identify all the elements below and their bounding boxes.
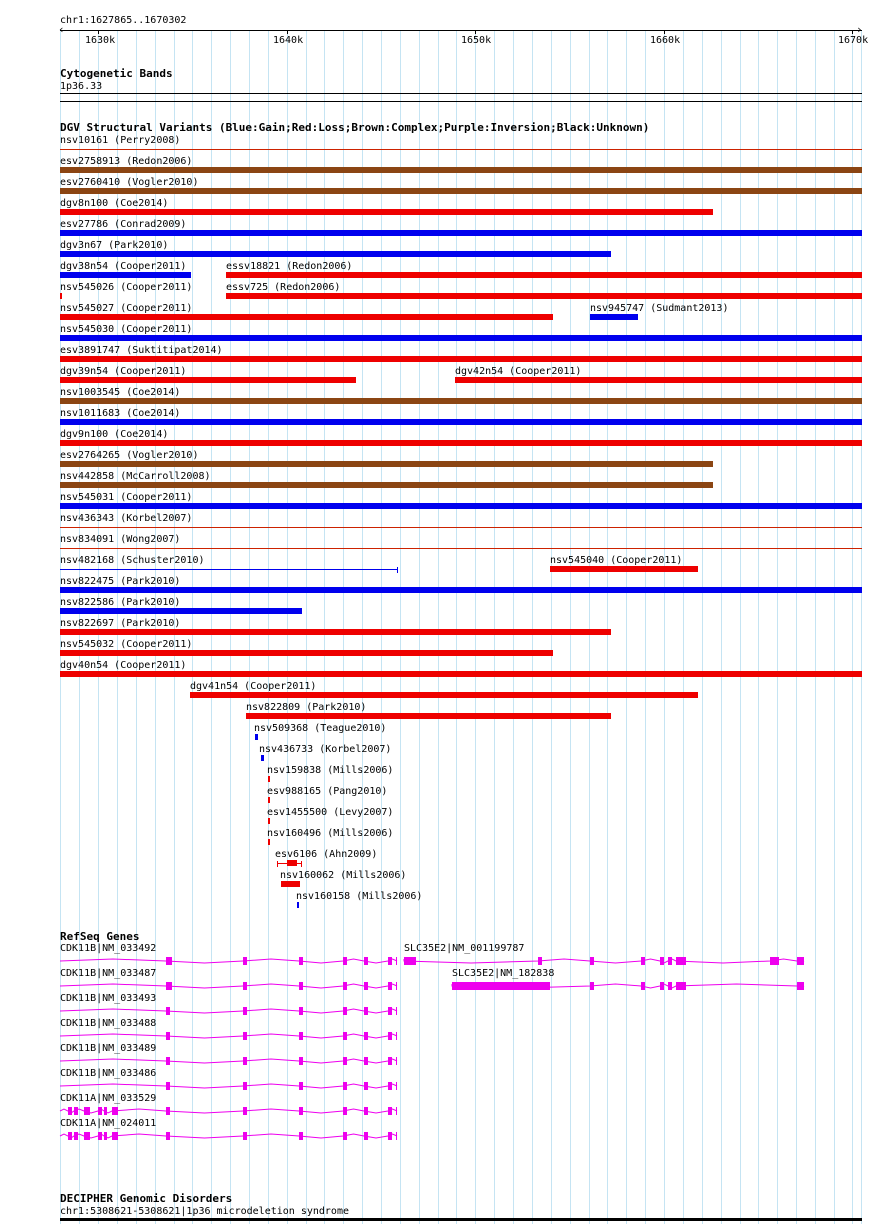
gene-label[interactable]: CDK11B|NM_033486 bbox=[60, 1068, 157, 1079]
gene-exon bbox=[166, 1057, 170, 1065]
variant-label[interactable]: nsv482168 (Schuster2010) bbox=[60, 555, 205, 566]
gene-exon bbox=[166, 1107, 170, 1115]
gene-exon bbox=[364, 1032, 368, 1040]
variant-bar[interactable] bbox=[455, 377, 862, 383]
decipher-feature[interactable] bbox=[60, 1218, 862, 1221]
grid-line bbox=[834, 30, 835, 1224]
variant-bar[interactable] bbox=[268, 776, 270, 782]
ruler-line bbox=[60, 30, 862, 31]
gene-exon bbox=[404, 957, 416, 965]
ruler-tick-label: 1660k bbox=[650, 35, 681, 46]
gene-exon bbox=[74, 1107, 78, 1115]
variant-bar[interactable] bbox=[246, 713, 611, 719]
variant-bar[interactable] bbox=[60, 293, 62, 299]
ruler-tick-label: 1640k bbox=[273, 35, 304, 46]
variant-label[interactable]: nsv545026 (Cooper2011) bbox=[60, 282, 193, 293]
variant-bar[interactable] bbox=[261, 755, 264, 761]
variant-label[interactable]: nsv545031 (Cooper2011) bbox=[60, 492, 193, 503]
variant-end-cap bbox=[301, 861, 302, 867]
ruler-tick bbox=[287, 30, 288, 34]
gene-exon bbox=[112, 1132, 118, 1140]
variant-bar[interactable] bbox=[268, 839, 270, 845]
variant-label[interactable]: dgv39n54 (Cooper2011) bbox=[60, 366, 187, 377]
gene-exon bbox=[98, 1132, 102, 1140]
gene-end-cap bbox=[396, 1132, 397, 1140]
variant-bar[interactable] bbox=[550, 566, 698, 572]
gene-label[interactable]: SLC35E2|NM_001199787 bbox=[404, 943, 525, 954]
variant-bar[interactable] bbox=[268, 818, 270, 824]
variant-label[interactable]: esv2760410 (Vogler2010) bbox=[60, 177, 199, 188]
variant-bar[interactable] bbox=[60, 149, 862, 150]
gene-exon bbox=[74, 1132, 78, 1140]
variant-label[interactable]: nsv160158 (Mills2006) bbox=[296, 891, 423, 902]
variant-bar[interactable] bbox=[60, 482, 713, 488]
gene-exon bbox=[364, 1057, 368, 1065]
variant-label[interactable]: nsv1003545 (Coe2014) bbox=[60, 387, 181, 398]
variant-bar[interactable] bbox=[60, 335, 862, 341]
cytoband-band[interactable] bbox=[60, 93, 862, 94]
gene-exon bbox=[299, 1082, 303, 1090]
gene-exon bbox=[668, 957, 672, 965]
grid-line bbox=[758, 30, 759, 1224]
variant-label[interactable]: nsv442858 (McCarroll2008) bbox=[60, 471, 211, 482]
gene-end-cap bbox=[396, 1057, 397, 1065]
variant-bar[interactable] bbox=[60, 650, 553, 656]
gene-exon bbox=[68, 1132, 72, 1140]
gene-exon bbox=[676, 982, 686, 990]
variant-end-cap bbox=[397, 567, 398, 573]
gene-exon bbox=[364, 1082, 368, 1090]
gene-exon bbox=[388, 1032, 392, 1040]
gene-exon bbox=[166, 1082, 170, 1090]
gene-exon bbox=[299, 1057, 303, 1065]
variant-label[interactable]: dgv41n54 (Cooper2011) bbox=[190, 681, 317, 692]
gene-exon bbox=[299, 1132, 303, 1140]
variant-end-cap bbox=[277, 861, 278, 867]
gene-end-cap bbox=[803, 957, 804, 965]
gene-exon bbox=[660, 982, 664, 990]
variant-bar[interactable] bbox=[60, 440, 862, 446]
gene-label[interactable]: CDK11B|NM_033492 bbox=[60, 943, 157, 954]
variant-bar[interactable] bbox=[60, 629, 611, 635]
gene-exon bbox=[388, 1007, 392, 1015]
variant-bar[interactable] bbox=[226, 272, 862, 278]
ruler-tick bbox=[664, 30, 665, 34]
gene-end-cap bbox=[396, 1107, 397, 1115]
gene-label[interactable]: CDK11B|NM_033493 bbox=[60, 993, 157, 1004]
gene-exon bbox=[343, 1057, 347, 1065]
variant-label[interactable]: nsv10161 (Perry2008) bbox=[60, 135, 181, 146]
variant-label[interactable]: esv3891747 (Suktitipat2014) bbox=[60, 345, 223, 356]
gene-label[interactable]: CDK11B|NM_033487 bbox=[60, 968, 157, 979]
gene-exon bbox=[166, 1032, 170, 1040]
refseq-track-title: RefSeq Genes bbox=[60, 930, 140, 943]
gene-exon bbox=[538, 957, 542, 965]
gene-exon bbox=[299, 1007, 303, 1015]
gene-exon bbox=[388, 1107, 392, 1115]
ruler-tick-label: 1630k bbox=[85, 35, 116, 46]
gene-exon bbox=[676, 957, 686, 965]
variant-bar[interactable] bbox=[60, 230, 862, 236]
gene-exon bbox=[388, 1057, 392, 1065]
variant-label[interactable]: nsv822697 (Park2010) bbox=[60, 618, 181, 629]
gene-label[interactable]: CDK11B|NM_033489 bbox=[60, 1043, 157, 1054]
grid-line bbox=[796, 30, 797, 1224]
gene-exon bbox=[84, 1107, 90, 1115]
decipher-track-title: DECIPHER Genomic Disorders bbox=[60, 1192, 233, 1205]
gene-exon bbox=[166, 1007, 170, 1015]
gene-exon bbox=[641, 957, 645, 965]
variant-bar[interactable] bbox=[60, 272, 191, 278]
variant-label[interactable]: nsv159838 (Mills2006) bbox=[267, 765, 394, 776]
variant-label[interactable]: nsv160062 (Mills2006) bbox=[280, 870, 407, 881]
gene-label[interactable]: CDK11A|NM_024011 bbox=[60, 1118, 157, 1129]
gene-exon bbox=[104, 1132, 107, 1140]
gene-exon bbox=[364, 1107, 368, 1115]
variant-bar[interactable] bbox=[190, 692, 698, 698]
variant-label[interactable]: nsv1011683 (Coe2014) bbox=[60, 408, 181, 419]
variant-label[interactable]: dgv38n54 (Cooper2011) bbox=[60, 261, 187, 272]
grid-line bbox=[861, 30, 862, 1224]
gene-end-cap bbox=[396, 1032, 397, 1040]
gene-exon bbox=[104, 1107, 107, 1115]
variant-bar[interactable] bbox=[226, 293, 862, 299]
variant-label[interactable]: nsv834091 (Wong2007) bbox=[60, 534, 181, 545]
variant-bar[interactable] bbox=[60, 398, 862, 404]
gene-exon bbox=[243, 1132, 247, 1140]
gene-label[interactable]: SLC35E2|NM_182838 bbox=[452, 968, 555, 979]
variant-bar[interactable] bbox=[60, 608, 302, 614]
gene-end-cap bbox=[396, 1007, 397, 1015]
cytoband-track-title: Cytogenetic Bands bbox=[60, 67, 173, 80]
variant-label[interactable]: nsv945747 (Sudmant2013) bbox=[590, 303, 729, 314]
gene-model[interactable] bbox=[0, 979, 890, 993]
variant-bar[interactable] bbox=[60, 548, 862, 549]
variant-label[interactable]: nsv160496 (Mills2006) bbox=[267, 828, 394, 839]
variant-bar[interactable] bbox=[287, 860, 297, 866]
variant-label[interactable]: dgv3n67 (Park2010) bbox=[60, 240, 169, 251]
variant-label[interactable]: nsv436733 (Korbel2007) bbox=[259, 744, 392, 755]
gene-model[interactable] bbox=[0, 1004, 890, 1018]
variant-label[interactable]: esv2758913 (Redon2006) bbox=[60, 156, 193, 167]
variant-label[interactable]: esv988165 (Pang2010) bbox=[267, 786, 388, 797]
variant-bar[interactable] bbox=[255, 734, 258, 740]
variant-label[interactable]: nsv545040 (Cooper2011) bbox=[550, 555, 683, 566]
gene-exon bbox=[668, 982, 672, 990]
gene-exon bbox=[166, 1132, 170, 1140]
cytoband-label[interactable]: 1p36.33 bbox=[60, 81, 103, 92]
decipher-entry-label[interactable]: chr1:5308621-5308621|1p36 microdeletion syndrome bbox=[60, 1206, 349, 1217]
gene-model[interactable] bbox=[0, 1054, 890, 1068]
gene-model[interactable] bbox=[0, 1079, 890, 1093]
gene-model[interactable] bbox=[0, 954, 890, 968]
ruler-tick-label: 1650k bbox=[461, 35, 492, 46]
ruler-tick-label: 1670k bbox=[838, 35, 869, 46]
variant-bar[interactable] bbox=[60, 461, 713, 467]
variant-bar[interactable] bbox=[268, 797, 270, 803]
dgv-track-title: DGV Structural Variants (Blue:Gain;Red:Loss;Brown:Complex;Purple:Inversion;Black:Unknown) bbox=[60, 121, 650, 134]
gene-model[interactable] bbox=[0, 1104, 890, 1118]
gene-exon bbox=[243, 1007, 247, 1015]
gene-exon bbox=[299, 1107, 303, 1115]
variant-label[interactable]: dgv40n54 (Cooper2011) bbox=[60, 660, 187, 671]
gene-exon bbox=[299, 1032, 303, 1040]
variant-label[interactable]: nsv509368 (Teague2010) bbox=[254, 723, 387, 734]
variant-bar[interactable] bbox=[60, 209, 713, 215]
gene-exon bbox=[641, 982, 645, 990]
gene-exon bbox=[98, 1107, 102, 1115]
variant-label[interactable]: dgv42n54 (Cooper2011) bbox=[455, 366, 582, 377]
variant-bar[interactable] bbox=[281, 881, 300, 887]
gene-exon bbox=[388, 1132, 392, 1140]
gene-exon bbox=[364, 1132, 368, 1140]
gene-exon bbox=[68, 1107, 72, 1115]
ruler-right-arrow-icon: › bbox=[856, 23, 863, 36]
variant-bar[interactable] bbox=[60, 356, 862, 362]
gene-exon bbox=[797, 982, 804, 990]
gene-end-cap bbox=[396, 1082, 397, 1090]
variant-label[interactable]: nsv545032 (Cooper2011) bbox=[60, 639, 193, 650]
gene-label[interactable]: CDK11A|NM_033529 bbox=[60, 1093, 157, 1104]
variant-label[interactable]: esv27786 (Conrad2009) bbox=[60, 219, 187, 230]
variant-label[interactable]: nsv822809 (Park2010) bbox=[246, 702, 367, 713]
variant-bar[interactable] bbox=[60, 314, 553, 320]
ruler-tick bbox=[475, 30, 476, 34]
grid-line bbox=[740, 30, 741, 1224]
grid-line bbox=[852, 30, 853, 1224]
variant-label[interactable]: esv6106 (Ahn2009) bbox=[275, 849, 378, 860]
variant-bar[interactable] bbox=[590, 314, 638, 320]
variant-bar[interactable] bbox=[60, 377, 356, 383]
grid-line bbox=[777, 30, 778, 1224]
gene-exon bbox=[364, 1007, 368, 1015]
gene-exon bbox=[797, 957, 804, 965]
gene-exon bbox=[452, 982, 550, 990]
gene-model[interactable] bbox=[0, 1129, 890, 1143]
variant-bar[interactable] bbox=[60, 251, 611, 257]
variant-label[interactable]: dgv9n100 (Coe2014) bbox=[60, 429, 169, 440]
variant-bar[interactable] bbox=[60, 167, 862, 173]
variant-label[interactable]: essv18821 (Redon2006) bbox=[226, 261, 353, 272]
variant-bar[interactable] bbox=[60, 503, 862, 509]
variant-label[interactable]: nsv545027 (Cooper2011) bbox=[60, 303, 193, 314]
gene-exon bbox=[112, 1107, 118, 1115]
gene-intron-line bbox=[404, 959, 804, 963]
variant-bar[interactable] bbox=[60, 527, 862, 528]
gene-exon bbox=[243, 1057, 247, 1065]
variant-bar[interactable] bbox=[297, 902, 299, 908]
variant-bar[interactable] bbox=[60, 419, 862, 425]
gene-exon bbox=[590, 982, 594, 990]
variant-label[interactable]: nsv822475 (Park2010) bbox=[60, 576, 181, 587]
gene-exon bbox=[243, 1107, 247, 1115]
gene-exon bbox=[388, 1082, 392, 1090]
ruler-left-arrow-icon: ‹ bbox=[58, 23, 65, 36]
gene-exon bbox=[343, 1082, 347, 1090]
grid-line bbox=[721, 30, 722, 1224]
variant-bar[interactable] bbox=[60, 569, 397, 570]
variant-label[interactable]: nsv545030 (Cooper2011) bbox=[60, 324, 193, 335]
gene-exon bbox=[343, 1132, 347, 1140]
variant-label[interactable]: esv1455500 (Levy2007) bbox=[267, 807, 394, 818]
gene-exon bbox=[590, 957, 594, 965]
gene-exon bbox=[343, 1032, 347, 1040]
gene-model[interactable] bbox=[0, 1029, 890, 1043]
gene-exon bbox=[660, 957, 664, 965]
coordinate-range: chr1:1627865..1670302 bbox=[60, 15, 187, 26]
variant-bar[interactable] bbox=[60, 671, 862, 677]
variant-bar[interactable] bbox=[60, 587, 862, 593]
ruler-tick bbox=[852, 30, 853, 34]
ruler-tick bbox=[98, 30, 99, 34]
gene-end-cap bbox=[803, 982, 804, 990]
gene-exon bbox=[343, 1107, 347, 1115]
gene-exon bbox=[770, 957, 779, 965]
variant-label[interactable]: nsv436343 (Korbel2007) bbox=[60, 513, 193, 524]
variant-bar[interactable] bbox=[60, 188, 862, 194]
variant-label[interactable]: essv725 (Redon2006) bbox=[226, 282, 341, 293]
variant-label[interactable]: dgv8n100 (Coe2014) bbox=[60, 198, 169, 209]
variant-label[interactable]: esv2764265 (Vogler2010) bbox=[60, 450, 199, 461]
gene-exon bbox=[243, 1082, 247, 1090]
gene-exon bbox=[243, 1032, 247, 1040]
gene-label[interactable]: CDK11B|NM_033488 bbox=[60, 1018, 157, 1029]
track-separator bbox=[60, 101, 862, 102]
variant-label[interactable]: nsv822586 (Park2010) bbox=[60, 597, 181, 608]
grid-line bbox=[815, 30, 816, 1224]
gene-exon bbox=[343, 1007, 347, 1015]
gene-exon bbox=[84, 1132, 90, 1140]
